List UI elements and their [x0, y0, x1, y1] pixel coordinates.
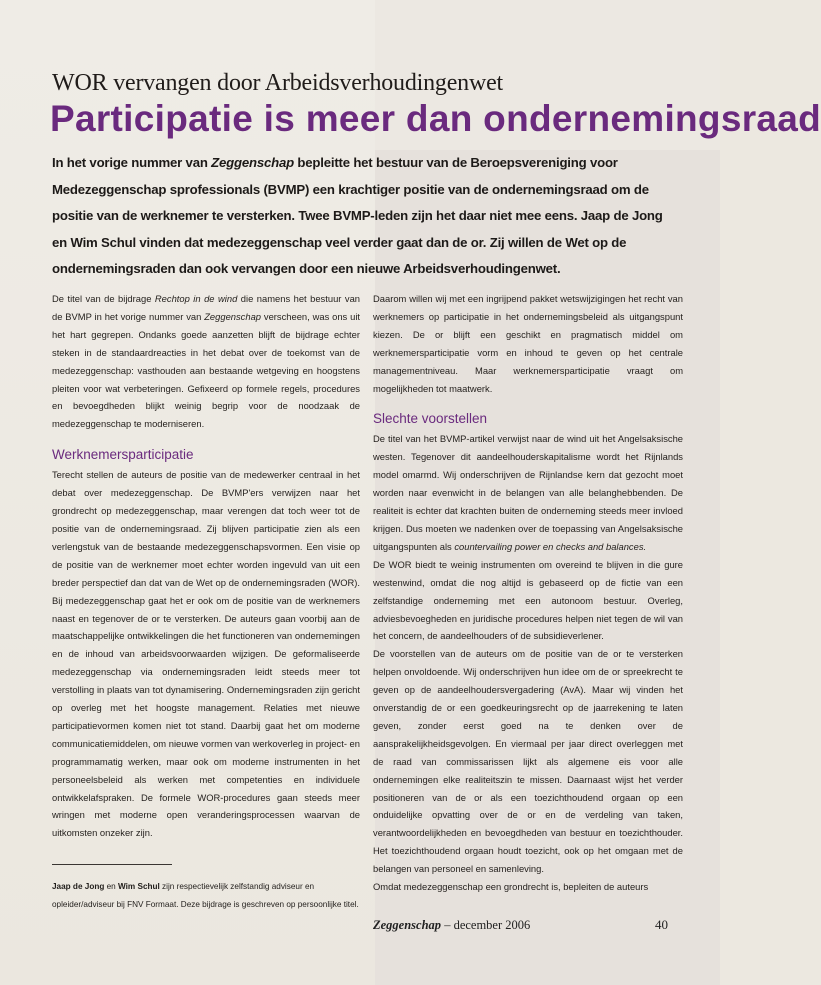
left-body-paragraph: Terecht stellen de auteurs de positie van de medewerker centraal in het debat over medezeggenschap. De BVMP'ers verwijzen naar het grondrecht op medezeggenschap, maar verengen dat toch weer tot de positie van de ondernemingsraad. Zij blijven participatie zien als een verlengstuk van de bestaande medezeggenschapsvormen. Een visie op de positie van de werknemer moet echter worden ingevuld van uit een breder perspectief dan dat van de Wet op de ondernemingsraden (WOR). Bij medezeggenschap gaat het er ook om de positie van de werknemers naast en tegenover de or te versterken. De auteurs gaan voorbij aan de maatschappelijke ontwikkelingen die het functioneren van ondernemingen en de inhoud van arbeidsvoorwaarden wijzigen. De geformaliseerde medezeggenschap via ondernemingsraden leidt steeds meer tot verstolling in plaats van tot dynamisering. Ondernemingsraden zijn gericht op overleg met het hoogste management. Relaties met nieuwe participatievormen komen niet tot stand. Daarbij gaat het om moderne communicatiemiddelen, om nieuwe vormen van werkoverleg in project- en programmamatig werken, maar ook om moderne instrumenten in het personeelsbeleid als werken met competenties en individuele ontwikkelafspraken. De formele WOR-procedures gaan steeds meer wringen met moderne open veranderingsprocessen waarvan de uitkomsten onzeker zijn.: [52, 469, 360, 839]
author-footnote: [52, 878, 364, 914]
left-intro-italic-magazine: Zeggenschap: [204, 310, 262, 322]
section-heading-slechte-voorstellen: Slechte voorstellen: [373, 411, 488, 427]
article-lead: [52, 150, 674, 283]
right-intro-paragraph: Daarom willen wij met een ingrijpend pakket wetswijzigingen het recht van werknemers op participatie in het ondernemingsbeleid als uitgangspunt kiezen. De or blijft een geschikt en pragmatisch middel om werknemersparticipatie vorm en inhoud te geven op het centrale managementniveau. Maar werknemersparticipatie vraagt om mogelijkheden tot maatwerk.: [373, 293, 683, 394]
right-paragraph-2: De WOR biedt te weinig instrumenten om overeind te blijven in die gure westenwind, omdat die nog altijd is gebaseerd op de fictie van een zelfstandige onderneming met een autonoom bestuur. Overleg, adviesbevoegheden en juridische procedures helpen niet tegen de wil van het concern, de aandeelhouders of de subsidieverlener.: [373, 558, 683, 642]
left-intro-text-a: De titel van de bijdrage: [52, 293, 155, 304]
article-kicker: WOR vervangen door Arbeidsverhoudingenwet: [52, 70, 504, 96]
footnote-author-1: Jaap de Jong: [52, 882, 105, 891]
right-paragraph-1-italic: countervailing power en checks and balances.: [454, 540, 647, 552]
lead-text-2: bepleitte het bestuur van de Beroepsvereniging voor Medezeggenschap sprofessionals (BVMP) een krachtiger positie van de ondernemingsraad om de positie van de werknemer te versterken. Twee BVMP-leden zijn het daar niet mee eens. Jaap de Jong en Wim Schul vinden dat medezeggenschap veel verder gaat dan de or. Zij willen de Wet op de ondernemingsraden dan ook vervangen door een nieuwe Arbeidsverhoudingenwet.: [52, 155, 663, 276]
footnote-author-2: Wim Schul: [118, 882, 160, 891]
lead-magazine-name: Zeggenschap: [211, 155, 294, 170]
footer-magazine-name: Zeggenschap: [373, 918, 442, 932]
article-title: Participatie is meer dan ondernemingsraad: [50, 98, 821, 139]
right-paragraph-1: [373, 430, 683, 555]
lead-text-1: In het vorige nummer van: [52, 155, 212, 170]
left-intro-text-c: verscheen, was ons uit het hart gegrepen. Ondanks goede aanzetten blijft de bijdrage echter steken in de standaardreacties in het debat over de toekomst van de medezeggenschap: vasthouden aan bestaande wetgeving en hoogstens pleiten voor wat verbeteringen. Gefixeerd op formele regels, procedures en bevoegdheden blijkt weinig begrip voor de noodzaak de medezeggenschap te moderniseren.: [52, 310, 361, 430]
left-intro-italic-title: Rechtop in de wind: [154, 293, 238, 304]
section-heading-werknemersparticipatie: Werknemersparticipatie: [52, 447, 194, 463]
footnote-text: zijn respectievelijk zelfstandig adviseur en opleider/adviseur bij FNV Formaat. Deze bijdrage is geschreven op persoonlijke titel.: [52, 882, 359, 909]
left-column: [52, 290, 360, 842]
left-intro-paragraph: [52, 290, 360, 433]
page-footer-magazine: [373, 918, 530, 933]
page-number: 40: [655, 917, 668, 932]
right-column: [373, 290, 683, 896]
right-paragraph-1-text: De titel van het BVMP-artikel verwijst naar de wind uit het Angelsaksische westen. Tegenover dit aandeelhouderskapitalisme wordt het Rijnlands model omarmd. Wij onderschrijven de Rijnlandse kern dat gezocht moet worden naar evenwicht in de belangen van alle belanghebbenden. De realiteit is echter dat krachten buiten de onderneming steeds meer invloed krijgen. Dus moeten we nadenken over de toepassing van Angelsaksische uitgangspunten als: [373, 433, 683, 552]
right-paragraph-4: Omdat medezeggenschap een grondrecht is, bepleiten de auteurs: [373, 881, 649, 893]
footer-issue: – december 2006: [441, 918, 531, 932]
right-paragraph-3: De voorstellen van de auteurs om de positie van de or te versterken helpen onvoldoende. Wij onderschrijven hun idee om de or spreekrecht te geven op de aandeelhoudersvergadering (AvA). Maar wij vinden het onverstandig de or een goedkeuringsrecht op de jaarrekening te laten geven, zonder eerst goed na te denken over de aansprakelijkheidsgevolgen. En viermaal per jaar direct overleggen met de raad van commissarissen lijkt als algemene eis voor alle ondernemingen elke realiteitszin te missen. Daarnaast wijst het verder positioneren van de or als een toezichthoudend orgaan op een onduidelijke opvatting over de or en de verdeling van taken, verantwoordelijkheden en bevoegdheden van bestuur en toezichthouder. Het toezichthoudend orgaan houdt toezicht, ook op het omgaan met de belangen van personeel en samenleving.: [373, 648, 683, 875]
footnote-rule: [52, 864, 172, 865]
left-intro-text-b: die namens het bestuur van de BVMP in het vorige nummer van: [52, 293, 361, 322]
footnote-connector: en: [104, 882, 118, 891]
